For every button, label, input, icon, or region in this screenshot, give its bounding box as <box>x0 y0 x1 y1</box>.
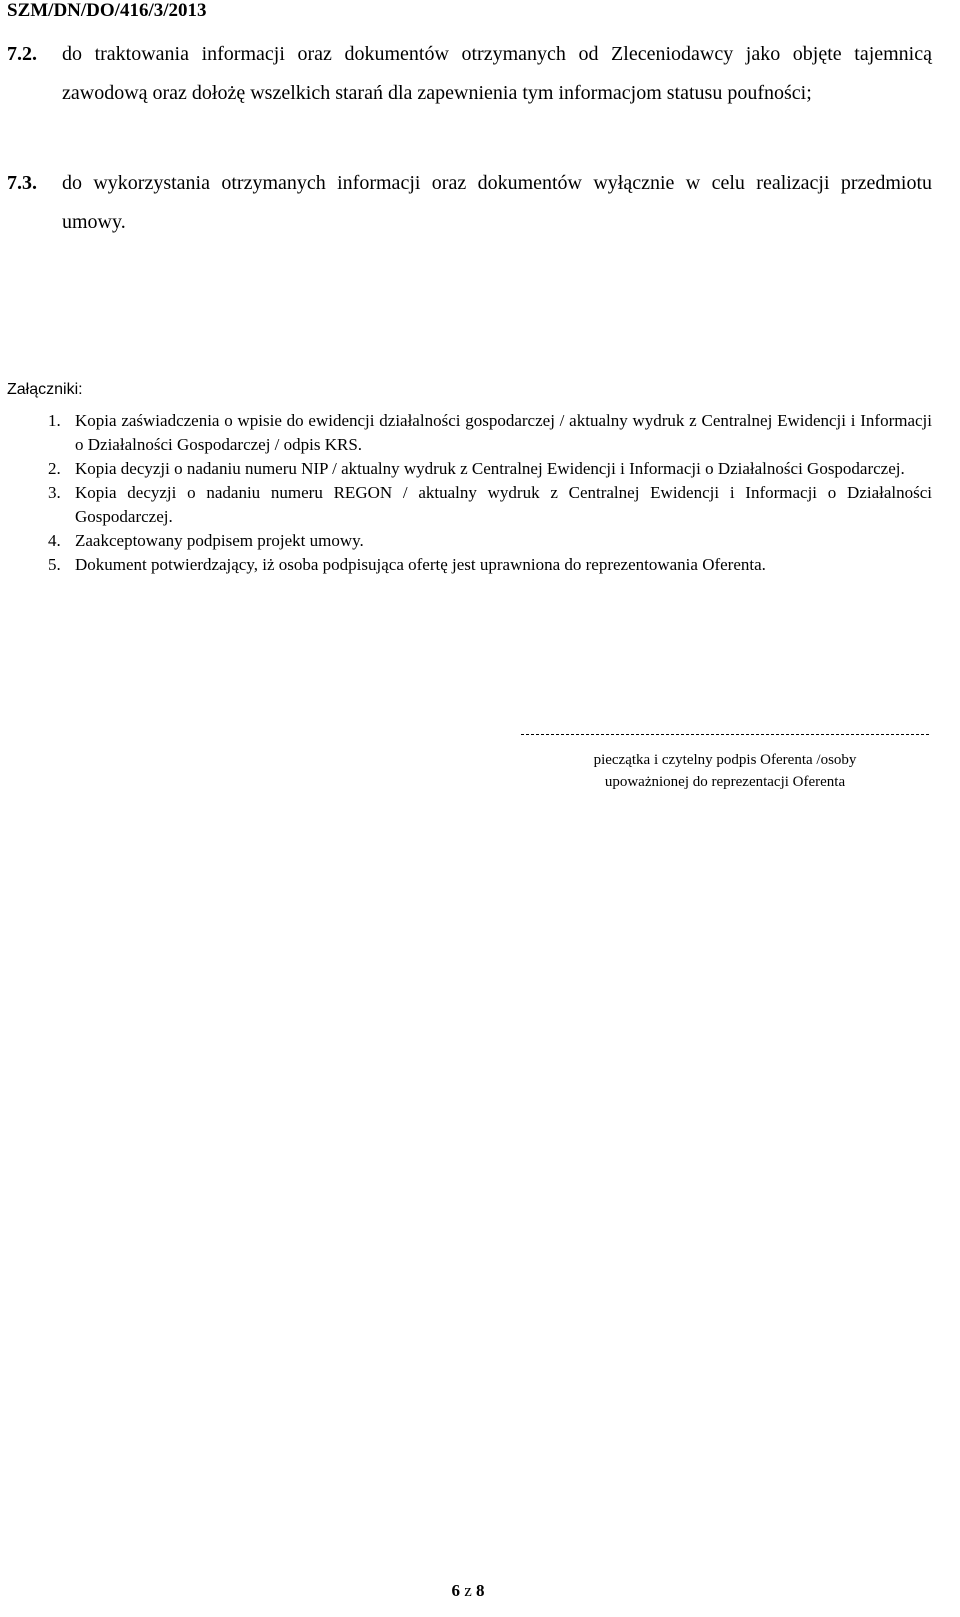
attachment-text: Kopia zaświadczenia o wpisie do ewidencji działalności gospodarczej / aktualny wydruk z Centralnej Ewidencji i Informacji o Działalności Gospodarczej / odpis KRS. <box>75 411 932 454</box>
attachment-text: Dokument potwierdzający, iż osoba podpisująca ofertę jest uprawniona do reprezentowania Oferenta. <box>75 555 766 574</box>
attachments-list <box>48 409 932 577</box>
attachment-number: 5. <box>48 555 61 574</box>
attachment-number: 4. <box>48 531 61 550</box>
attachment-text: Zaakceptowany podpisem projekt umowy. <box>75 531 364 550</box>
clause-number: 7.3. <box>7 172 37 194</box>
attachment-number: 2. <box>48 459 61 478</box>
signature-line <box>521 734 929 735</box>
attachments-heading: Załączniki: <box>7 381 83 398</box>
clause-number: 7.2. <box>7 43 37 65</box>
signature-caption-line-1: pieczątka i czytelny podpis Oferenta /osoby <box>593 752 857 768</box>
document-reference: SZM/DN/DO/416/3/2013 <box>7 0 207 21</box>
attachment-item <box>48 529 932 553</box>
current-page: 6 <box>451 1581 460 1600</box>
attachment-item <box>48 409 932 457</box>
attachment-number: 1. <box>48 411 61 430</box>
page-separator: z <box>464 1581 472 1600</box>
total-pages: 8 <box>476 1581 485 1600</box>
signature-caption-line-2: upoważnionej do reprezentacji Oferenta <box>604 774 846 790</box>
attachment-item <box>48 457 932 481</box>
page-number <box>0 1581 936 1601</box>
attachment-text: Kopia decyzji o nadaniu numeru REGON / aktualny wydruk z Centralnej Ewidencji i Informacji o Działalności Gospodarczej. <box>75 483 932 526</box>
signature-caption <box>519 749 931 793</box>
attachment-item <box>48 553 932 577</box>
attachment-text: Kopia decyzji o nadaniu numeru NIP / aktualny wydruk z Centralnej Ewidencji i Informacji o Działalności Gospodarczej. <box>75 459 905 478</box>
attachment-number: 3. <box>48 483 61 502</box>
clause-text: do wykorzystania otrzymanych informacji oraz dokumentów wyłącznie w celu realizacji przedmiotu umowy. <box>62 172 932 233</box>
clause-text: do traktowania informacji oraz dokumentów otrzymanych od Zleceniodawcy jako objęte tajemnicą zawodową oraz dołożę wszelkich starań dla zapewnienia tym informacjom statusu poufności; <box>62 43 932 104</box>
attachment-item <box>48 481 932 529</box>
